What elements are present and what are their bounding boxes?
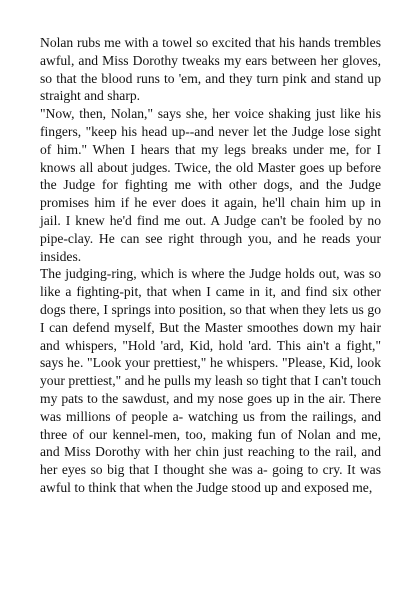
paragraph-1: Nolan rubs me with a towel so excited that his hands trembles awful, and Miss Dorothy tweaks my ears between her gloves, so that the blood runs to 'em, and they turn pink and stand up straight and sharp.	[40, 35, 381, 104]
page-body	[40, 34, 381, 497]
paragraph-3: The judging-ring, which is where the Judge holds out, was so like a fighting-pit, that when I came in it, and find six other dogs there, I springs into position, so that when they lets us go I can defend myself, But the Master smoothes down my hair and whispers, "Hold 'ard, Kid, hold 'ard. This ain't a fight," says he. "Look your prettiest," he whispers. "Please, Kid, look your prettiest," and he pulls my leash so tight that I can't touch my pats to the sawdust, and my nose goes up in the air. There was millions of people a- watching us from the railings, and three of our kennel-men, too, making fun of Nolan and me, and Miss Dorothy with her chin just reaching to the rail, and her eyes so big that I thought she was a- going to cry. It was awful to think that when the Judge stood up and exposed me,	[40, 266, 381, 495]
paragraph-2: "Now, then, Nolan," says she, her voice shaking just like his fingers, "keep his head up--and never let the Judge lose sight of him." When I hears that my legs breaks under me, for I knows all about judges. Twice, the old Master goes up before the Judge for fighting me with other dogs, and the Judge promises him if he ever does it again, he'll chain him up in jail. I knew he'd find me out. A Judge can't be fooled by no pipe-clay. He can see right through you, and he reads your insides.	[40, 106, 381, 264]
